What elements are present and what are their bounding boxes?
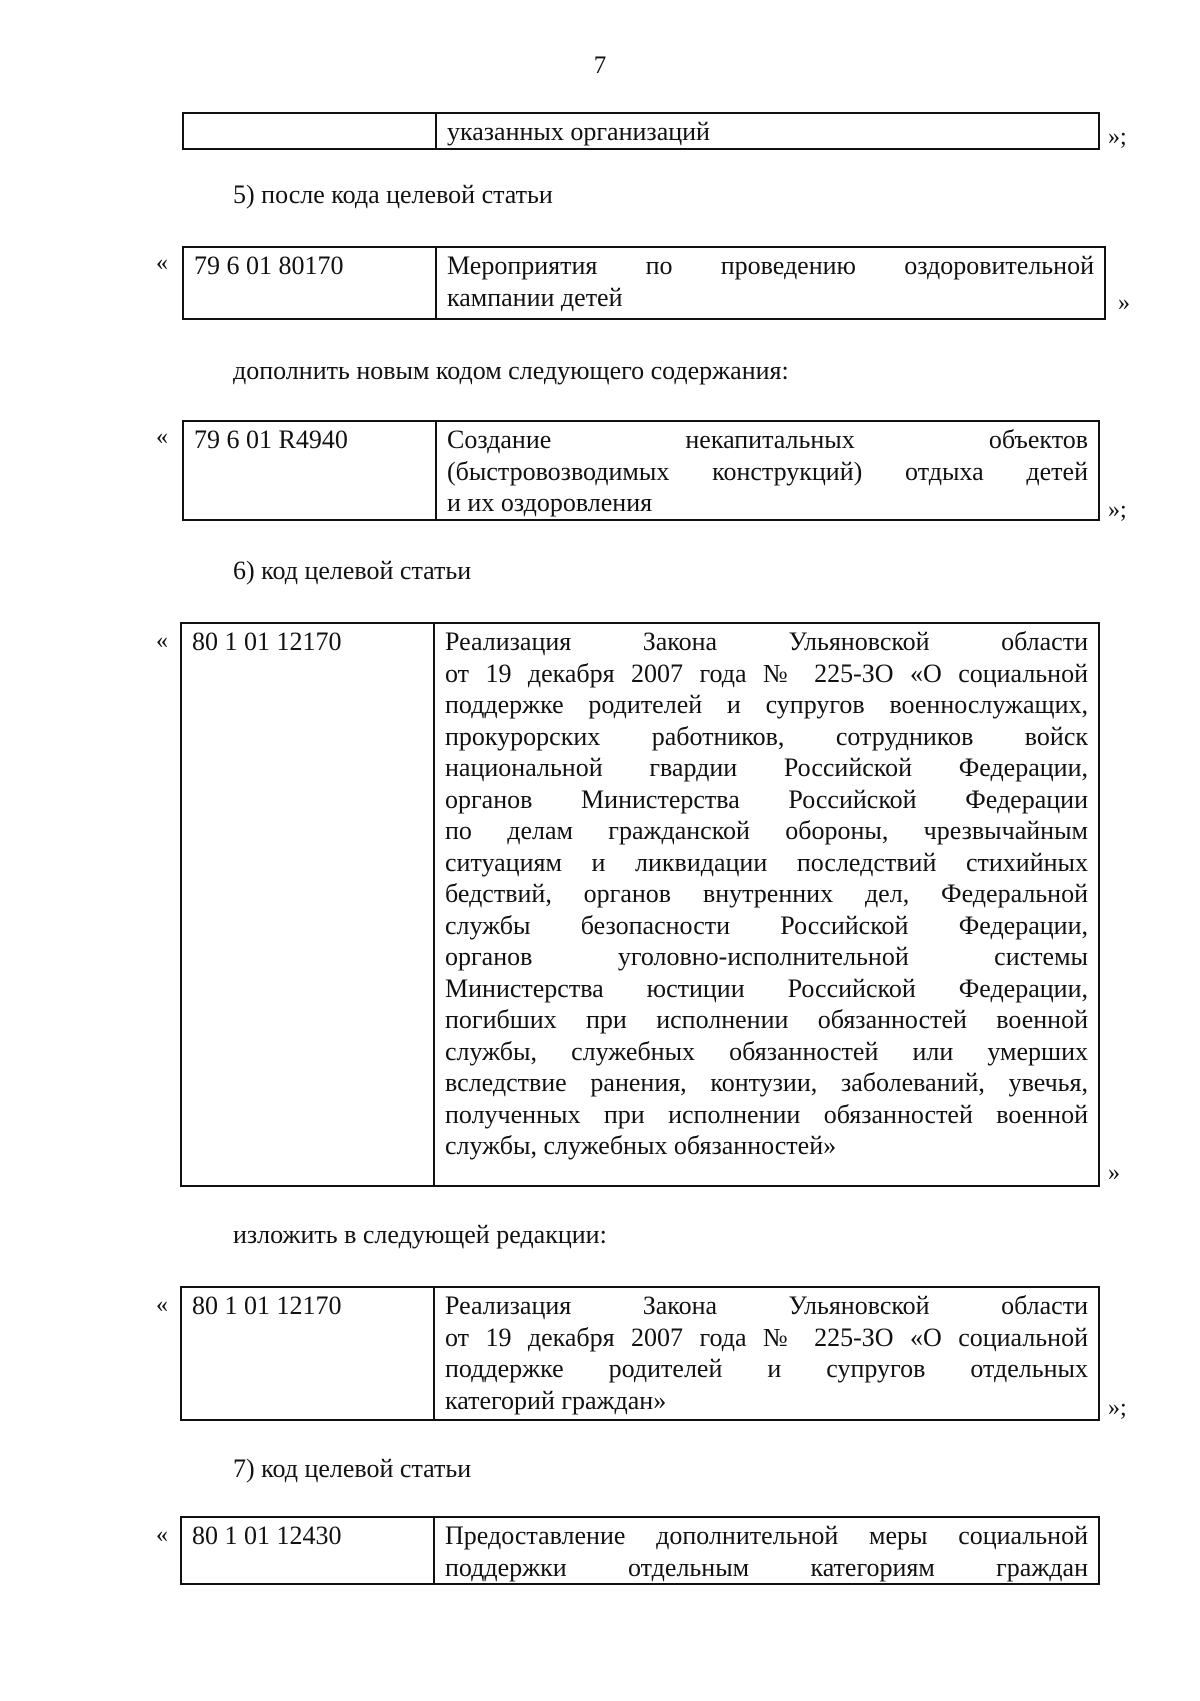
table-e-description (434, 1517, 1099, 1584)
table-b-line: и их оздоровления (447, 488, 653, 517)
table-c-line: вследствие ранения, контузии, заболеваний, увечья, (445, 1068, 1088, 1097)
table-d-code: 80 1 01 12170 (181, 1287, 434, 1420)
table-c-line: бедствий, органов внутренних дел, Федеральной (445, 879, 1088, 908)
table-c-line: от 19 декабря 2007 года № 225-ЗО «О социальной (445, 658, 1088, 688)
table-a-line: кампании детей (447, 282, 623, 312)
table-a-open-quote: « (156, 250, 168, 276)
table-c-line: службы, служебных обязанностей или умерших (445, 1036, 1088, 1066)
item-5-heading: 5) после кода целевой статьи (233, 180, 553, 209)
table-c-description (434, 623, 1099, 1186)
table-b-code: 79 6 01 R4940 (183, 421, 436, 520)
table-a-line: Мероприятия по проведению оздоровительной (447, 251, 1094, 280)
table-d-line: Реализация Закона Ульяновской области (445, 1291, 1088, 1320)
table-c-line: ситуациям и ликвидации последствий стихийных (445, 847, 1088, 877)
item-7-heading: 7) код целевой статьи (233, 1454, 472, 1483)
table-d-line: категорий граждан» (445, 1385, 667, 1415)
table-top (182, 112, 1100, 150)
table-b (182, 420, 1100, 521)
add-code-text: дополнить новым кодом следующего содержания: (233, 356, 789, 385)
table-c-line: службы безопасности Российской Федерации, (445, 910, 1088, 940)
table-c (180, 622, 1100, 1187)
table-d-line: от 19 декабря 2007 года № 225-ЗО «О социальной (445, 1322, 1088, 1352)
table-d-line: поддержке родителей и супругов отдельных (445, 1354, 1088, 1383)
table-top-text-cell (436, 113, 1099, 149)
table-c-close-quote: » (1108, 1160, 1120, 1186)
table-c-line: поддержке родителей и супругов военнослужащих, (445, 690, 1088, 719)
table-a-close-quote: » (1118, 290, 1130, 316)
table-c-line: по делам гражданской обороны, чрезвычайным (445, 816, 1088, 845)
table-d-close-quote: »; (1108, 1395, 1127, 1421)
table-b-description (436, 421, 1099, 520)
table-c-line: органов Министерства Российской Федерации (445, 784, 1088, 814)
table-c-line: национальной гвардии Российской Федерации, (445, 753, 1088, 782)
table-c-code: 80 1 01 12170 (181, 623, 434, 1186)
table-c-line: Министерства юстиции Российской Федерации, (445, 973, 1088, 1003)
table-d-open-quote: « (156, 1292, 168, 1318)
table-e-line: поддержки отдельным категориям граждан (445, 1552, 1088, 1582)
table-top-close-quote: »; (1108, 124, 1127, 150)
table-d (180, 1286, 1100, 1421)
table-a (182, 246, 1106, 320)
table-e-open-quote: « (156, 1522, 168, 1548)
table-a-code: 79 6 01 80170 (183, 247, 436, 319)
page-number: 7 (593, 52, 607, 79)
table-c-line: прокурорских работников, сотрудников войск (445, 721, 1088, 751)
table-c-line: Реализация Закона Ульяновской области (445, 627, 1088, 656)
item-6-heading: 6) код целевой статьи (233, 556, 472, 585)
table-e (180, 1516, 1100, 1585)
table-top-code-cell (183, 113, 436, 149)
restate-text: изложить в следующей редакции: (233, 1220, 607, 1249)
table-c-open-quote: « (156, 628, 168, 654)
table-a-description (436, 247, 1105, 319)
table-e-line: Предоставление дополнительной меры социальной (445, 1521, 1088, 1550)
table-b-line: Создание некапитальных объектов (447, 425, 1088, 454)
table-b-open-quote: « (156, 424, 168, 450)
table-top-text: указанных организаций (447, 117, 710, 146)
table-b-line: (быстровозводимых конструкций) отдыха детей (447, 456, 1088, 486)
table-c-line: полученных при исполнении обязанностей военной (445, 1099, 1088, 1129)
table-d-description (434, 1287, 1099, 1420)
table-c-line: службы, служебных обязанностей» (445, 1131, 837, 1160)
table-c-line: органов уголовно-исполнительной системы (445, 942, 1088, 971)
table-e-code: 80 1 01 12430 (181, 1517, 434, 1584)
table-c-line: погибших при исполнении обязанностей военной (445, 1005, 1088, 1034)
table-b-close-quote: »; (1108, 497, 1127, 523)
